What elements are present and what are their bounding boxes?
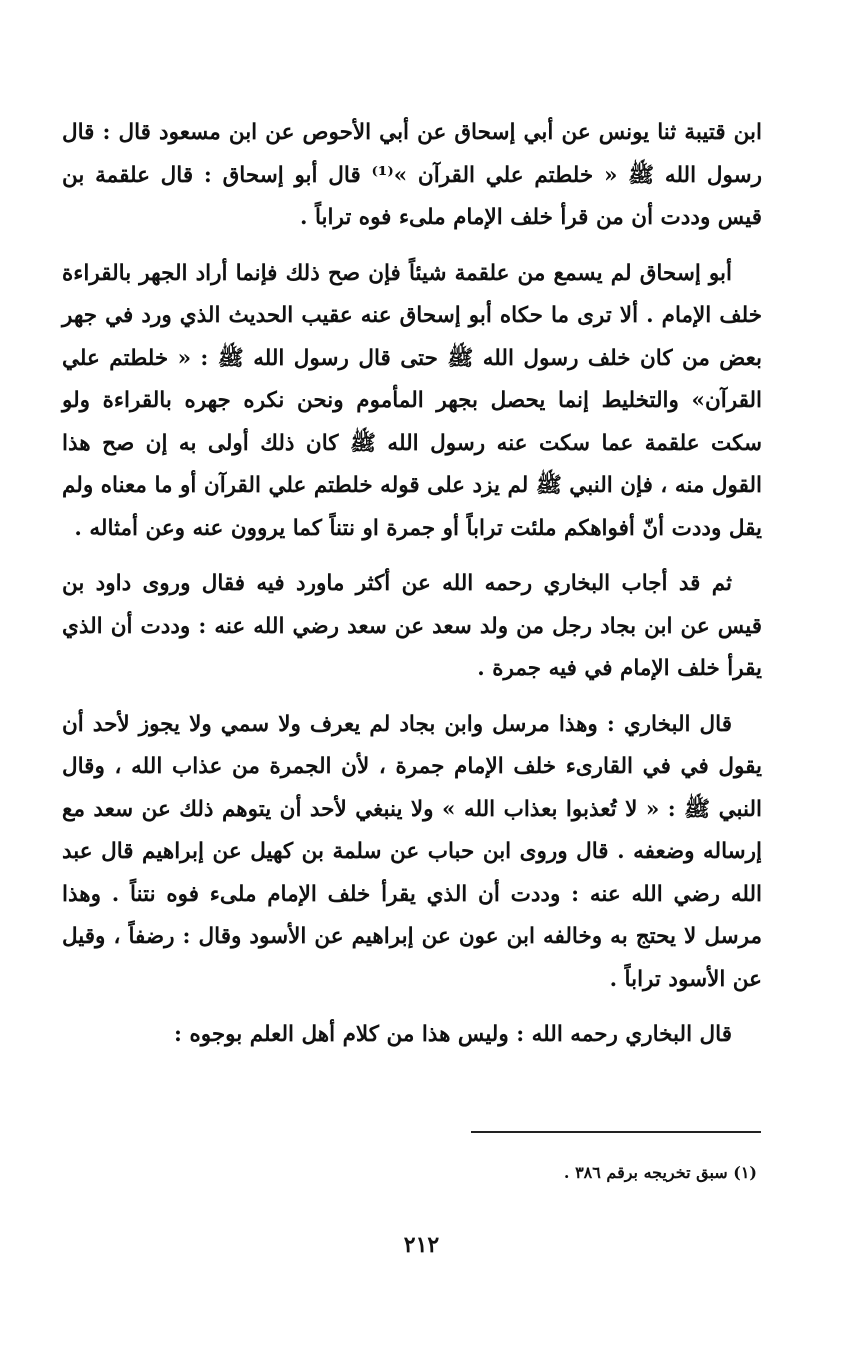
page-number: ٢١٢ [403,1232,440,1258]
paragraph-2: أبو إسحاق لم يسمع من علقمة شيئاً فإن صح ذلك فإنما أراد الجهر بالقراءة خلف الإمام . ألا ترى ما حكاه أبو إسحاق عنه عقيب الحديث الذي ورد في جهر بعض من كان خلف رسول الله ﷺ حتى قال رسول الله ﷺ : « خلطتم علي القرآن» والتخليط إنما يحصل بجهر المأموم ونحن نكره جهره بالقراءة ولو سكت علقمة عما سكت عنه رسول الله ﷺ كان ذلك أولى به إن صح هذا القول منه ، فإن النبي ﷺ لم يزد على قوله خلطتم علي القرآن أو ما معناه ولم يقل وددت أنّ أفواهكم ملئت تراباً أو جمرة او نتناً كما يروون عنه وعن أمثاله . [62,260,762,541]
paragraph-3: ثم قد أجاب البخاري رحمه الله عن أكثر ماورد فيه فقال وروى داود بن قيس عن ابن بجاد رجل من ولد سعد عن سعد رضي الله عنه : وددت أن الذي يقرأ خلف الإمام في فيه جمرة . [62,571,762,681]
paragraph-5: قال البخاري رحمه الله : وليس هذا من كلام أهل العلم بوجوه : [174,1022,732,1047]
paragraph-4: قال البخاري : وهذا مرسل وابن بجاد لم يعرف ولا سمي ولا يجوز لأحد أن يقول في في القارىء خلف الإمام جمرة ، لأن الجمرة من عذاب الله ، وقال النبي ﷺ : « لا تُعذبوا بعذاب الله » ولا ينبغي لأحد أن يتوهم ذلك عن سعد مع إرساله وضعفه . قال وروى ابن حباب عن سلمة بن كهيل عن إبراهيم قال عبد الله رضي الله عنه : وددت أن الذي يقرأ خلف الإمام ملىء فوه نتناً . وهذا مرسل لا يحتج به وخالفه ابن عون عن إبراهيم عن الأسود وقال : رضفاً ، وقيل عن الأسود تراباً . [62,711,762,992]
footnote-divider [471,1131,761,1133]
paragraph-1: ابن قتيبة ثنا يونس عن أبي إسحاق عن أبي الأحوص عن ابن مسعود قال : قال رسول الله ﷺ « خلطتم علي القرآن »⁽¹⁾ قال أبو إسحاق : قال علقمة بن قيس وددت أن من قرأ خلف الإمام ملىء فوه تراباً . [62,120,762,230]
footnote: (١) سبق تخريجه برقم ٣٨٦ . [563,1163,757,1182]
main-text [62,112,762,1057]
